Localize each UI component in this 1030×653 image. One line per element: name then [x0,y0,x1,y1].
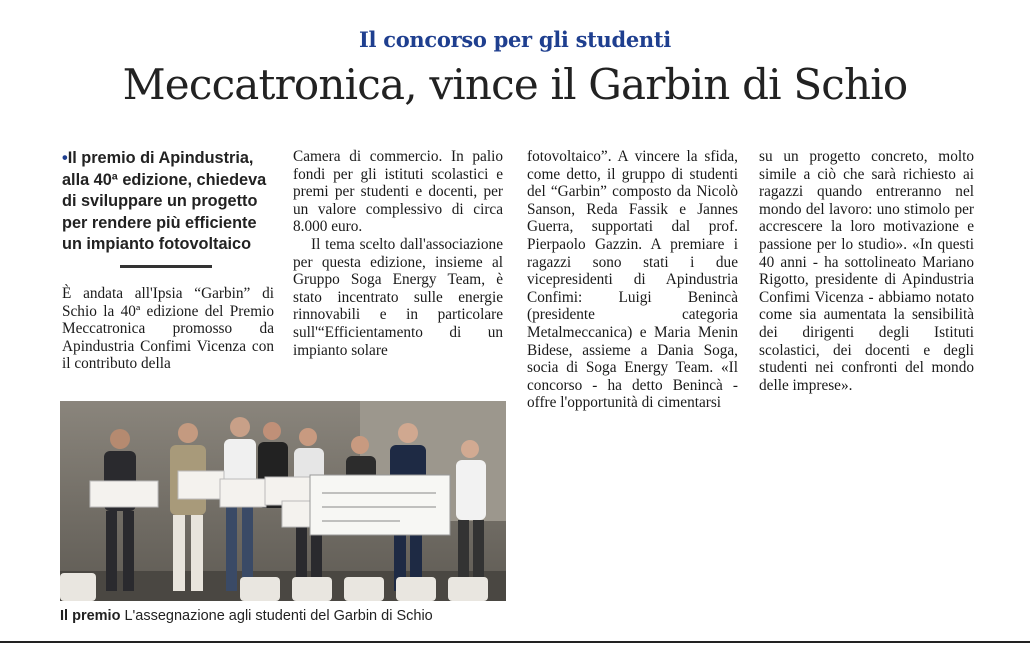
body-column-3 [527,148,738,412]
article-summary [62,148,274,256]
award-photo [60,401,506,601]
section-kicker: Il concorso per gli studenti [359,27,671,52]
caption-text: L'assegnazione agli studenti del Garbin di Schio [120,608,433,624]
body-paragraph: Camera di commercio. In palio fondi per gli istituti scolastici e premi per studenti e docenti, per un valore complessivo di circa 8.000 euro. [293,148,503,236]
article-headline: Meccatronica, vince il Garbin di Schio [122,60,908,109]
summary-divider [120,265,212,268]
body-paragraph: fotovoltaico”. A vincere la sfida, come detto, il gruppo di studenti del “Garbin” composto da Nicolò Sanson, Reda Fassik e Jannes Guerra, supportati dal prof. Pierpaolo Gazzin. A premiare i ragazzi sono stati i due vicepresidenti di Apindustria Confimi: Luigi Benincà (presidente categoria Metalmeccanica) e Maria Menin Bidese, assieme a Dania Soga, socia di Soga Energy Team. «Il concorso - ha detto Benincà - offre l'opportunità di cimentarsi [527,148,738,412]
body-paragraph: Il tema scelto dall'associazione per questa edizione, insieme al Gruppo Soga Energy Team, è stato incentrato sulle energie rinnovabili e in particolare sull'“Efficientamento di un impianto solare [293,235,503,359]
summary-bullet: • [62,149,68,167]
body-column-4 [759,148,974,394]
photo-caption [60,608,433,624]
body-paragraph: su un progetto concreto, molto simile a ciò che sarà richiesto ai ragazzi quando entreranno nel mondo del lavoro: uno stimolo per accrescere la loro motivazione e passione per lo studio». «In questi 40 anni - ha sottolineato Mariano Rigotto, presidente di Apindustria Confimi Vicenza - abbiamo notato come sia aumentata la sensibilità dei dirigenti degli Istituti scolastici, dei docenti e degli studenti nei confronti del mondo delle imprese». [759,148,974,394]
caption-label: Il premio [60,608,121,624]
body-column-2 [293,148,503,359]
summary-text: Il premio di Apindustria, alla 40ª edizione, chiedeva di sviluppare un progetto per rendere più efficiente un impianto fotovoltaico [62,149,267,253]
page-bottom-rule [0,641,1030,643]
body-paragraph: È andata all'Ipsia “Garbin” di Schio la 40ª edizione del Premio Meccatronica promosso da Apindustria Confimi Vicenza con il contributo della [62,285,274,373]
body-column-1 [62,285,274,373]
